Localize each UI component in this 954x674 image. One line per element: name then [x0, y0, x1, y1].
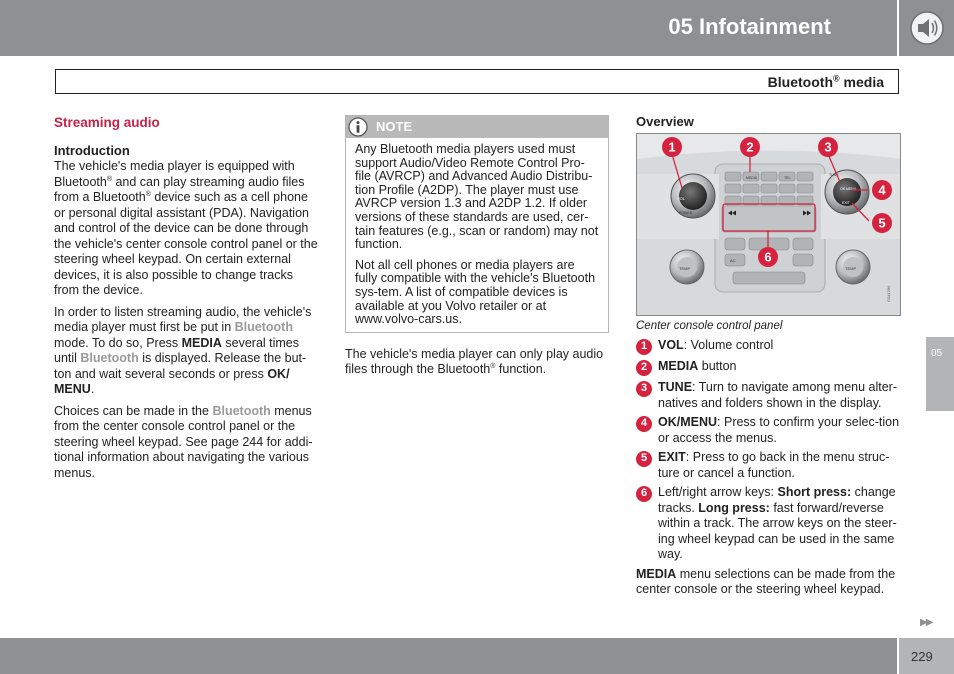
svg-text:6: 6 [764, 249, 772, 264]
svg-text:5: 5 [878, 215, 886, 230]
callout-badge [872, 213, 892, 233]
callout-badge [818, 137, 838, 157]
info-icon [348, 117, 368, 137]
tel-tiny-label: TEL [784, 175, 791, 180]
note-label: NOTE [376, 119, 413, 135]
temp-knob-right [836, 250, 870, 284]
column-3 [636, 114, 900, 604]
choices-paragraph: Choices can be made in the Bluetooth menus from the center console control panel or the steering wheel keypad. See page 244 for addi-tional information about navigating the various menus. [54, 403, 313, 480]
note-header [346, 116, 608, 138]
legend-number: 6 [636, 486, 652, 502]
note-paragraph-2: Not all cell phones or media players are fully compatible with the vehicle's Bluetooth sys-tem. A list of compatible devices is available at you Volvo retailer or at www.volvo-cars.us. [355, 257, 596, 327]
introduction-heading: Introduction [54, 142, 130, 158]
speaker-icon [909, 10, 945, 46]
temp-label-left: TEMP [679, 265, 691, 271]
vol-knob [671, 174, 715, 218]
legend-item: 6 Left/right arrow keys: Short press: change tracks. Long press: fast forward/reverse within a track. The arrow keys on the steer-ing wheel keypad can be used in the same way. [636, 485, 900, 563]
legend-number: 1 [636, 339, 652, 355]
note-paragraph-1: Any Bluetooth media players used must support Audio/Video Remote Control Pro-file (AVRCP) and Advanced Audio Distribu-tion Profile (A2DP). The player must use AVRCP version 1.3 and A2DP 1.2. If older versions of these standards are used, cer-tain features (e.g., scan or random) may not function. [355, 142, 599, 252]
intro-paragraph: The vehicle's media player is equipped with Bluetooth® and can play streaming audio files from a Bluetooth® device such as a cell phone or personal digital assistant (PDA). Navigation and control of the device can be done through the vehicle's center console control panel or the steering wheel keypad. On certain external devices, it is also possible to change tracks from the device. [54, 159, 318, 297]
chapter-side-tab [926, 337, 954, 411]
column-1 [54, 114, 320, 487]
callout-badge [662, 137, 682, 157]
legend-number: 5 [636, 451, 652, 467]
svg-text:2: 2 [746, 139, 754, 154]
ok-menu-label: OK MENU [840, 186, 857, 191]
page-number-box [899, 638, 954, 674]
figure-caption: Center console control panel [636, 319, 783, 332]
legend-number: 2 [636, 360, 652, 376]
legend-number: 4 [636, 416, 652, 432]
streaming-mode-paragraph: In order to listen streaming audio, the vehicle's media player must first be put in Bluetooth mode. To do so, Press MEDIA several times until Bluetooth is displayed. Release the but-ton and wait several seconds or press OK/ MENU. [54, 304, 312, 396]
section-title: Bluetooth® media [767, 73, 884, 90]
temp-knob-left [670, 250, 704, 284]
power-label: POWER [679, 210, 693, 215]
legend-item: 2 MEDIA button [636, 359, 900, 376]
svg-text:4: 4 [878, 182, 886, 197]
exit-label: EXIT [842, 200, 850, 205]
legend-item: 5 EXIT: Press to go back in the menu struc-ture or cancel a function. [636, 450, 900, 481]
legend-item: 4 OK/MENU: Press to confirm your selec-tion or access the menus. [636, 415, 900, 446]
svg-text:3: 3 [824, 139, 832, 154]
callout-badge [740, 137, 760, 157]
note-body [346, 138, 608, 332]
vol-label: VOL [677, 195, 686, 201]
center-console-figure [636, 133, 901, 316]
temp-label-right: TEMP [845, 265, 857, 271]
callout-badge [872, 180, 892, 200]
continue-arrows-icon: ▶▶ [920, 617, 932, 628]
section-title-box [55, 69, 899, 94]
callout-badge [758, 247, 778, 267]
center-console-illustration [637, 134, 901, 316]
column-2 [345, 114, 609, 384]
chapter-title: 05 Infotainment [668, 14, 831, 39]
note-box [345, 115, 609, 333]
media-menu-paragraph: MEDIA menu selections can be made from the center console or the steering wheel keypad. [636, 566, 896, 596]
page-number: 229 [911, 649, 933, 664]
figure-code: G041296 [886, 285, 891, 302]
legend-number: 3 [636, 381, 652, 397]
speaker-box [899, 0, 954, 56]
ac-tiny-label: AC [730, 257, 736, 263]
bluetooth-function-paragraph: The vehicle's media player can only play audio files through the Bluetooth® function. [345, 346, 604, 377]
overview-heading: Overview [636, 114, 694, 129]
legend-item: 3 TUNE: Turn to navigate among menu alter-natives and folders shown in the display. [636, 380, 900, 411]
top-header-bar [0, 0, 897, 56]
svg-text:1: 1 [668, 139, 676, 154]
bottom-footer-bar [0, 638, 897, 674]
legend-item: 1 VOL: Volume control [636, 338, 900, 355]
chapter-side-tab-label: 05 [931, 348, 943, 359]
streaming-audio-heading: Streaming audio [54, 115, 160, 130]
svg-text:TUNE: TUNE [829, 172, 839, 177]
media-tiny-label: MEDIA [746, 175, 758, 180]
arrow-keys-row [722, 206, 816, 232]
